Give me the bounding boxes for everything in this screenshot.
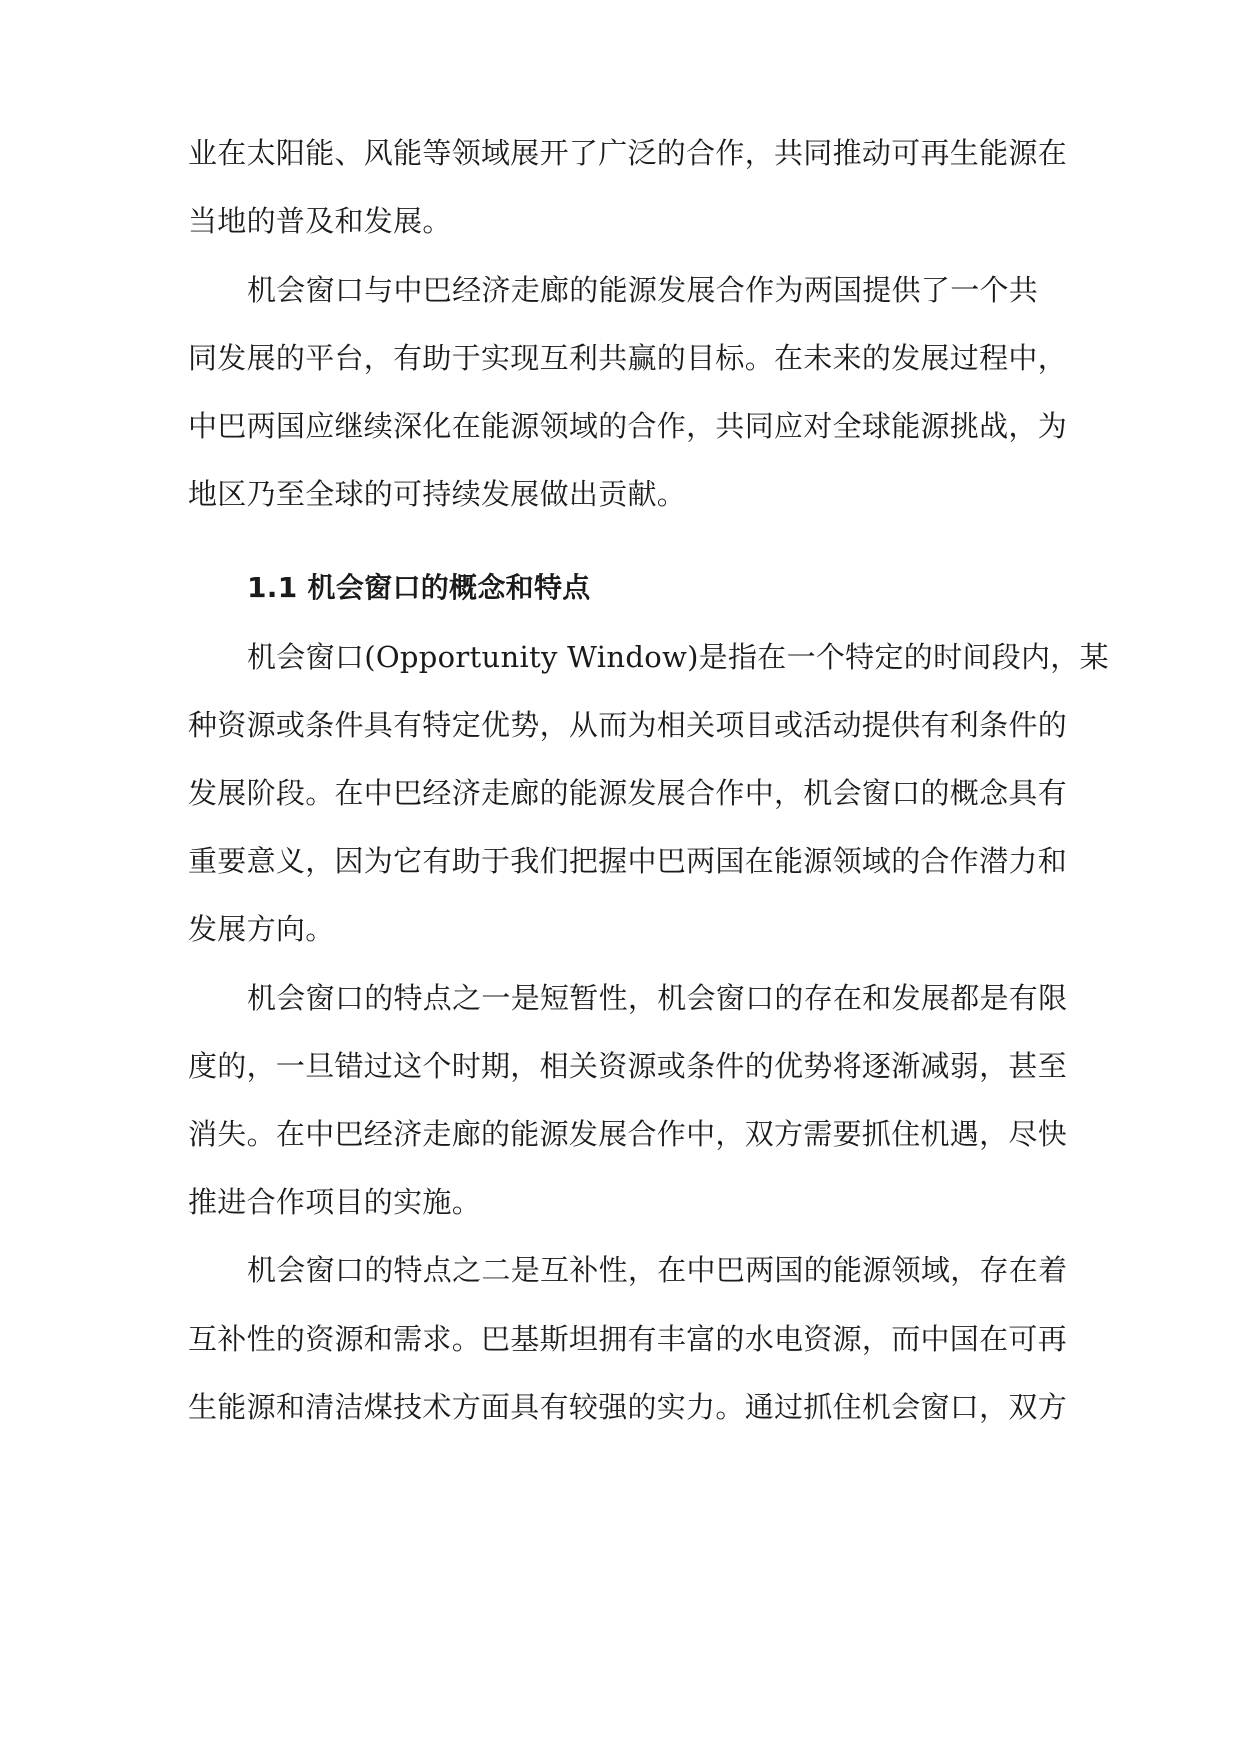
paragraph-line: 中巴两国应继续深化在能源领域的合作，共同应对全球能源挑战，为 [188,409,1068,443]
paragraph-line: 地区乃至全球的可持续发展做出贡献。 [188,477,687,511]
paragraph-line: 同发展的平台，有助于实现互利共赢的目标。在未来的发展过程中， [188,341,1068,375]
paragraph-line: 互补性的资源和需求。巴基斯坦拥有丰富的水电资源，而中国在可再 [188,1322,1068,1356]
paragraph-line: 发展阶段。在中巴经济走廊的能源发展合作中，机会窗口的概念具有 [188,776,1068,810]
paragraph-line: 业在太阳能、风能等领域展开了广泛的合作，共同推动可再生能源在 [188,136,1068,170]
paragraph-line: 当地的普及和发展。 [188,204,452,238]
paragraph-line: 机会窗口与中巴经济走廊的能源发展合作为两国提供了一个共 [247,273,1039,307]
paragraph-line: 消失。在中巴经济走廊的能源发展合作中，双方需要抓住机遇，尽快 [188,1117,1068,1151]
paragraph-line: 发展方向。 [188,912,335,946]
section-heading: 1.1 机会窗口的概念和特点 [247,571,591,604]
paragraph-line: 推进合作项目的实施。 [188,1185,482,1219]
paragraph-line: 生能源和清洁煤技术方面具有较强的实力。通过抓住机会窗口，双方 [188,1390,1068,1424]
paragraph-line: 度的，一旦错过这个时期，相关资源或条件的优势将逐渐减弱，甚至 [188,1049,1068,1083]
paragraph-line: 种资源或条件具有特定优势，从而为相关项目或活动提供有利条件的 [188,708,1068,742]
paragraph-line: 机会窗口的特点之一是短暂性，机会窗口的存在和发展都是有限 [247,981,1068,1015]
paragraph-line: 机会窗口(Opportunity Window)是指在一个特定的时间段内，某 [247,640,1109,674]
paragraph-line: 机会窗口的特点之二是互补性，在中巴两国的能源领域，存在着 [247,1253,1068,1287]
paragraph-line: 重要意义，因为它有助于我们把握中巴两国在能源领域的合作潜力和 [188,844,1068,878]
